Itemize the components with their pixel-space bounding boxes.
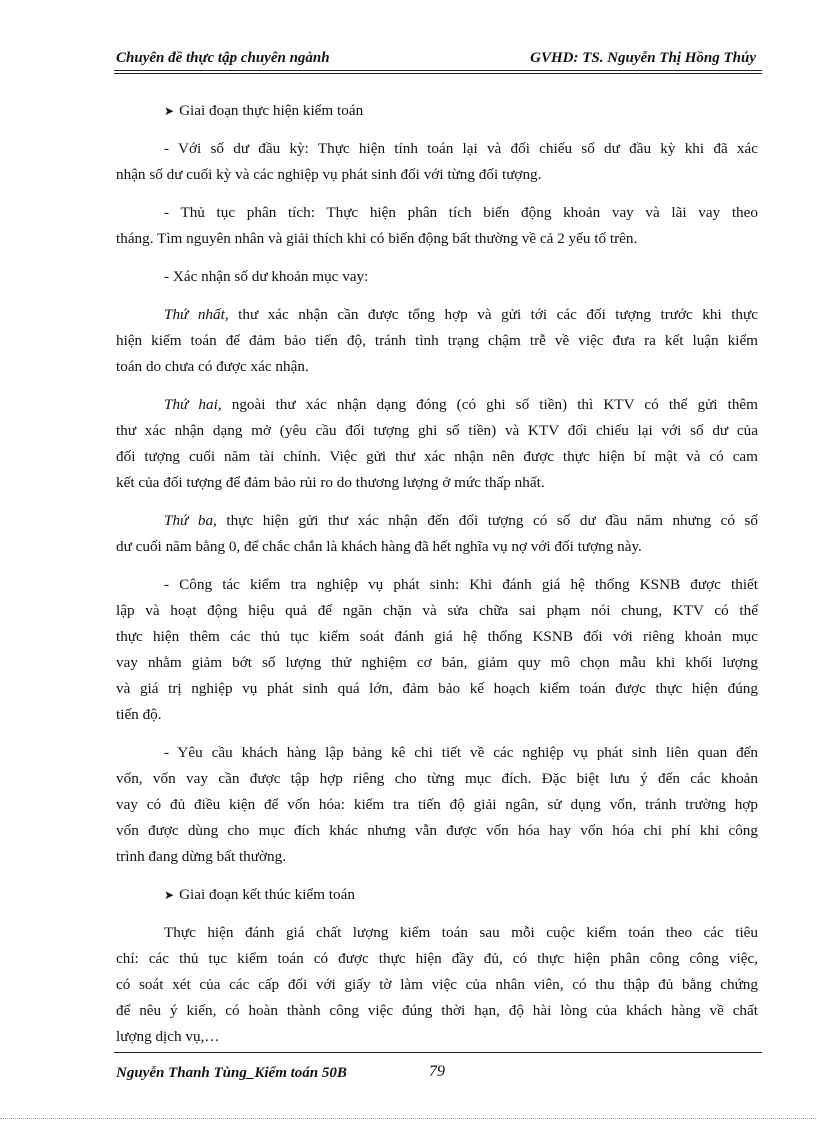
emphasis: Thứ ba, [164,512,217,529]
page-header [116,48,762,70]
body-text [116,98,758,1050]
paragraph: Thứ ba, thực hiện gửi thư xác nhận đến đối tượng có số dư đầu năm nhưng có số dư cuối năm bằng 0, để chắc chắn là khách hàng đã hết nghĩa vụ nợ với đối tượng này. [116,512,758,555]
emphasis: Thứ hai, [164,396,222,413]
paragraph: - Yêu cầu khách hàng lập bảng kê chi tiết về các nghiệp vụ phát sinh liên quan đến vốn, vốn vay cần được tập hợp riêng cho từng mục đích. Đặc biệt lưu ý đến các khoản vay có đủ điều kiện để vốn hóa: kiểm tra tiến độ giải ngân, sử dụng vốn, tránh trường hợp vốn được dùng cho mục đích khác nhưng vẫn được vốn hóa hay vốn hóa chi phí khi công trình đang dừng bất thường. [116,744,758,865]
paragraph: - Công tác kiểm tra nghiệp vụ phát sinh: Khi đánh giá hệ thống KSNB được thiết lập và hoạt động hiệu quả để ngăn chặn và sửa chữa sai phạm nói chung, KTV có thể thực hiện thêm các thủ tục kiểm soát đánh giá hệ thống KSNB đối với riêng khoản mục vay nhằm giảm bớt số lượng thử nghiệm cơ bản, giảm quy mô chọn mẫu khi khối lượng và giá trị nghiệp vụ phát sinh quá lớn, đảm bảo kế hoạch kiểm toán được thực hiện đúng tiến độ. [116,576,758,723]
paragraph: - Với số dư đầu kỳ: Thực hiện tính toán lại và đối chiếu số dư đầu kỳ khi đã xác nhận số dư cuối kỳ và các nghiệp vụ phát sinh đối với từng đối tượng. [116,140,758,183]
paragraph: Thực hiện đánh giá chất lượng kiểm toán sau mỗi cuộc kiểm toán theo các tiêu chí: các thủ tục kiểm toán có được thực hiện đầy đủ, có thực hiện phân công công việc, có soát xét của các cấp đối với giấy tờ làm việc của nhân viên, có thu thập đủ bằng chứng để nêu ý kiến, có hoàn thành công việc đúng thời hạn, độ hài lòng của khách hàng về chất lượng dịch vụ,… [116,924,758,1045]
arrow-bullet-icon: ➤ [164,888,175,902]
paragraph: Thứ hai, ngoài thư xác nhận dạng đóng (có ghi số tiền) thì KTV có thể gửi thêm thư xác nhận dạng mở (yêu cầu đối tượng ghi số tiền) và KTV đối chiếu lại với số dư của đối tượng cuối năm tài chính. Việc gửi thư xác nhận nên được thực hiện bí mật và có cam kết của đối tượng để đảm bảo rủi ro do thương lượng ở mức thấp nhất. [116,396,758,491]
paragraph: - Xác nhận số dư khoản mục vay: [164,268,369,285]
header-rule [114,70,762,74]
header-supervisor: GVHD: TS. Nguyễn Thị Hồng Thúy [530,50,756,66]
section-heading: ➤ Giai đoạn thực hiện kiểm toán [116,98,758,124]
header-title: Chuyên đề thực tập chuyên ngành [116,50,330,66]
emphasis: Thứ nhất [164,306,225,323]
arrow-bullet-icon: ➤ [164,104,175,118]
footer-author: Nguyễn Thanh Tùng_Kiểm toán 50B [116,1065,347,1081]
page-footer [114,1052,762,1081]
paragraph: - Thủ tục phân tích: Thực hiện phân tích biến động khoản vay và lãi vay theo tháng. Tìm nguyên nhân và giải thích khi có biến động bất thường về cả 2 yếu tố trên. [116,204,758,247]
paragraph: Thứ nhất, thư xác nhận cần được tổng hợp và gửi tới các đối tượng trước khi thực hiện kiểm toán để đảm bảo tiến độ, tránh tình trạng chậm trễ về việc đưa ra kết luận kiểm toán do chưa có được xác nhận. [116,306,758,375]
section-heading: ➤ Giai đoạn kết thúc kiểm toán [116,882,758,908]
page-break-divider [0,1118,816,1119]
page-number: 79 [429,1063,445,1080]
